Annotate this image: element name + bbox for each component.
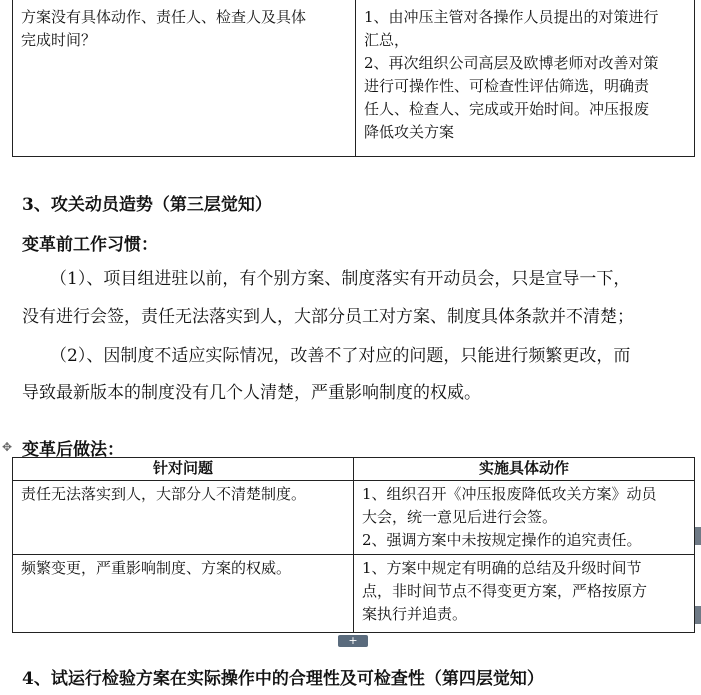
section-3-title: 3、攻关动员造势（第三层觉知）	[22, 195, 272, 215]
cell-line: 点，非时间节点不得变更方案，严格按原方	[362, 582, 648, 600]
cell-line: 1、组织召开《冲压报废降低攻关方案》动员	[362, 485, 657, 503]
table-cell-actions[interactable]	[354, 481, 695, 555]
paragraph-line: （2）、因制度不适应实际情况，改善不了对应的问题，只能进行频繁更改，而	[50, 346, 631, 366]
table-cell-problem[interactable]	[13, 0, 356, 156]
cell-line: 完成时间？	[21, 31, 97, 49]
cell-line: 案执行并追责。	[362, 605, 468, 623]
cell-line: 2、强调方案中未按规定操作的追究责任。	[362, 531, 642, 549]
paragraph-line: 导致最新版本的制度没有几个人清楚，严重影响制度的权威。	[22, 383, 481, 403]
cell-line: 方案没有具体动作、责任人、检查人及具体	[21, 8, 307, 26]
cell-line: 进行可操作性、可检查性评估筛选，明确责	[364, 77, 650, 95]
row-resize-handle[interactable]	[695, 527, 701, 545]
cell-line: 1、由冲压主管对各操作人员提出的对策进行	[364, 8, 659, 26]
table-cell-actions[interactable]	[356, 0, 695, 156]
section-4-title: 4、试运行检验方案在实际操作中的合理性及可检查性（第四层觉知）	[22, 669, 544, 689]
row-resize-handle[interactable]	[695, 606, 701, 624]
table-cell-problem[interactable]	[13, 481, 354, 555]
cell-line: 责任无法落实到人，大部分人不清楚制度。	[21, 485, 307, 503]
cell-line: 2、再次组织公司高层及欧博老师对改善对策	[364, 54, 659, 72]
cell-line: 任人、检查人、完成或开始时间。冲压报废	[364, 100, 650, 118]
header-actions: 实施具体动作	[354, 458, 695, 481]
table-row	[13, 481, 695, 555]
table-cell-problem[interactable]	[13, 555, 354, 633]
header-problem: 针对问题	[13, 458, 354, 481]
cell-line: 1、方案中规定有明确的总结及升级时间节	[362, 559, 642, 577]
table-row	[13, 0, 695, 156]
after-table	[12, 457, 695, 633]
before-label: 变革前工作习惯：	[22, 235, 158, 255]
cell-line: 汇总，	[364, 31, 410, 49]
table-cell-actions[interactable]	[354, 555, 695, 633]
table-row	[13, 555, 695, 633]
top-table	[12, 0, 695, 157]
move-icon[interactable]: ✥	[2, 440, 13, 454]
table-header-row	[13, 458, 695, 481]
cell-line: 频繁变更，严重影响制度、方案的权威。	[21, 559, 292, 577]
paragraph-line: 没有进行会签，责任无法落实到人，大部分员工对方案、制度具体条款并不清楚；	[22, 307, 634, 327]
paragraph-line: （1）、项目组进驻以前，有个别方案、制度落实有开动员会，只是宣导一下，	[50, 269, 631, 289]
plus-icon[interactable]: +	[338, 635, 368, 647]
after-label: 变革后做法：	[22, 440, 124, 460]
cell-line: 降低攻关方案	[364, 123, 455, 141]
cell-line: 大会，统一意见后进行会签。	[362, 508, 558, 526]
